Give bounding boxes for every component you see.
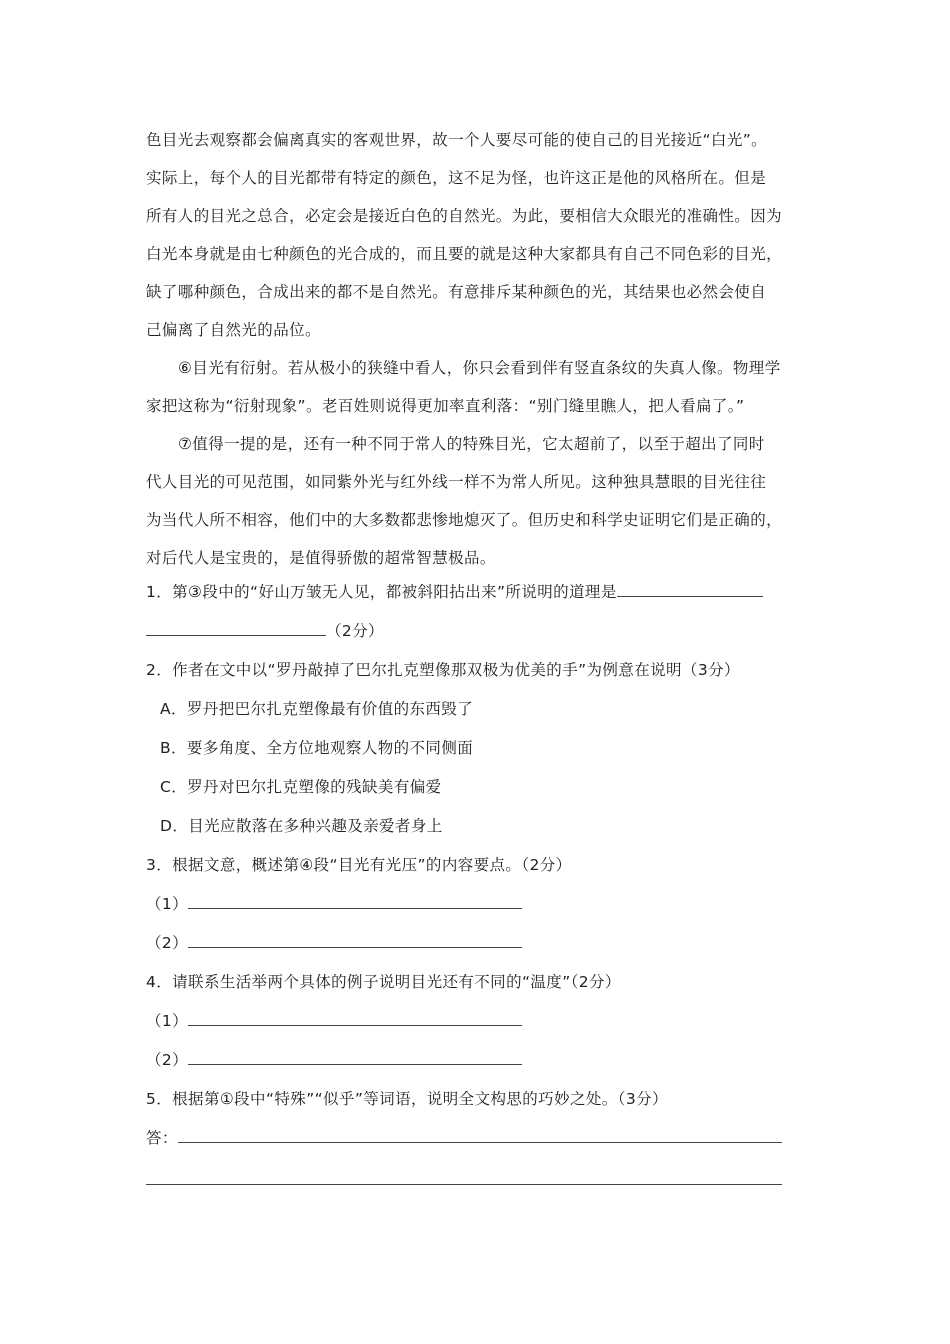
- passage-line: 为当代人所不相容，他们中的大多数都悲惨地熄灭了。但历史和科学史证明它们是正确的，: [146, 511, 783, 529]
- option-b[interactable]: B．要多角度、全方位地观察人物的不同侧面: [160, 739, 474, 757]
- passage-line: 缺了哪种颜色，合成出来的都不是自然光。有意排斥某种颜色的光，其结果也必然会使自: [146, 283, 767, 301]
- passage-line: 实际上，每个人的目光都带有特定的颜色，这不足为怪，也许这正是他的风格所在。但是: [146, 169, 767, 187]
- sub-label: （1）: [146, 895, 189, 913]
- sub-label: （2）: [146, 1051, 189, 1069]
- sub-label: （2）: [146, 934, 189, 952]
- score: （2分）: [326, 622, 384, 640]
- passage-line: 代人目光的可见范围，如同紫外光与红外线一样不为常人所见。这种独具慧眼的目光往往: [146, 473, 767, 491]
- question-3: 3．根据文意，概述第④段“目光有光压”的内容要点。（2分）: [146, 856, 572, 874]
- passage-line: 己偏离了自然光的品位。: [146, 321, 321, 339]
- passage-line: 色目光去观察都会偏离真实的客观世界，故一个人要尽可能的使自己的目光接近“白光”。: [146, 131, 768, 149]
- answer-label: 答：: [146, 1129, 178, 1147]
- questions: [146, 573, 826, 1197]
- passage-line: 所有人的目光之总合，必定会是接近白色的自然光。为此，要相信大众眼光的准确性。因为: [146, 207, 783, 225]
- answer-blank[interactable]: [188, 1050, 522, 1065]
- question-4: 4．请联系生活举两个具体的例子说明目光还有不同的“温度”（2分）: [146, 973, 621, 991]
- answer-blank[interactable]: [617, 582, 763, 597]
- passage: [146, 121, 826, 577]
- answer-blank[interactable]: [188, 1011, 522, 1026]
- question-5: 5．根据第①段中“特殊”“似乎”等词语，说明全文构思的巧妙之处。（3分）: [146, 1090, 668, 1108]
- passage-line: 家把这称为“衍射现象”。老百姓则说得更加率直利落：“别门缝里瞧人，把人看扁了。”: [146, 397, 745, 415]
- passage-line: 对后代人是宝贵的，是值得骄傲的超常智慧极品。: [146, 549, 496, 567]
- option-c[interactable]: C．罗丹对巴尔扎克塑像的残缺美有偏爱: [160, 778, 442, 796]
- passage-line: ⑥目光有衍射。若从极小的狭缝中看人，你只会看到伴有竖直条纹的失真人像。物理学: [178, 359, 781, 377]
- option-d[interactable]: D．目光应散落在多种兴趣及亲爱者身上: [160, 817, 443, 835]
- sub-label: （1）: [146, 1012, 189, 1030]
- answer-blank[interactable]: [188, 894, 522, 909]
- question-1: 1．第③段中的“好山万皱无人见，都被斜阳拈出来”所说明的道理是: [146, 573, 826, 612]
- answer-blank[interactable]: [146, 621, 326, 636]
- answer-blank[interactable]: [178, 1128, 782, 1143]
- answer-blank[interactable]: [146, 1158, 782, 1185]
- passage-line: 白光本身就是由七种颜色的光合成的，而且要的就是这种大家都具有自己不同色彩的目光，: [146, 245, 783, 263]
- answer-blank[interactable]: [188, 933, 522, 948]
- question-2: 2．作者在文中以“罗丹敲掉了巴尔扎克塑像那双极为优美的手”为例意在说明（3分）: [146, 661, 740, 679]
- option-a[interactable]: A．罗丹把巴尔扎克塑像最有价值的东西毁了: [160, 700, 474, 718]
- passage-line: ⑦值得一提的是，还有一种不同于常人的特殊目光，它太超前了，以至于超出了同时: [178, 435, 765, 453]
